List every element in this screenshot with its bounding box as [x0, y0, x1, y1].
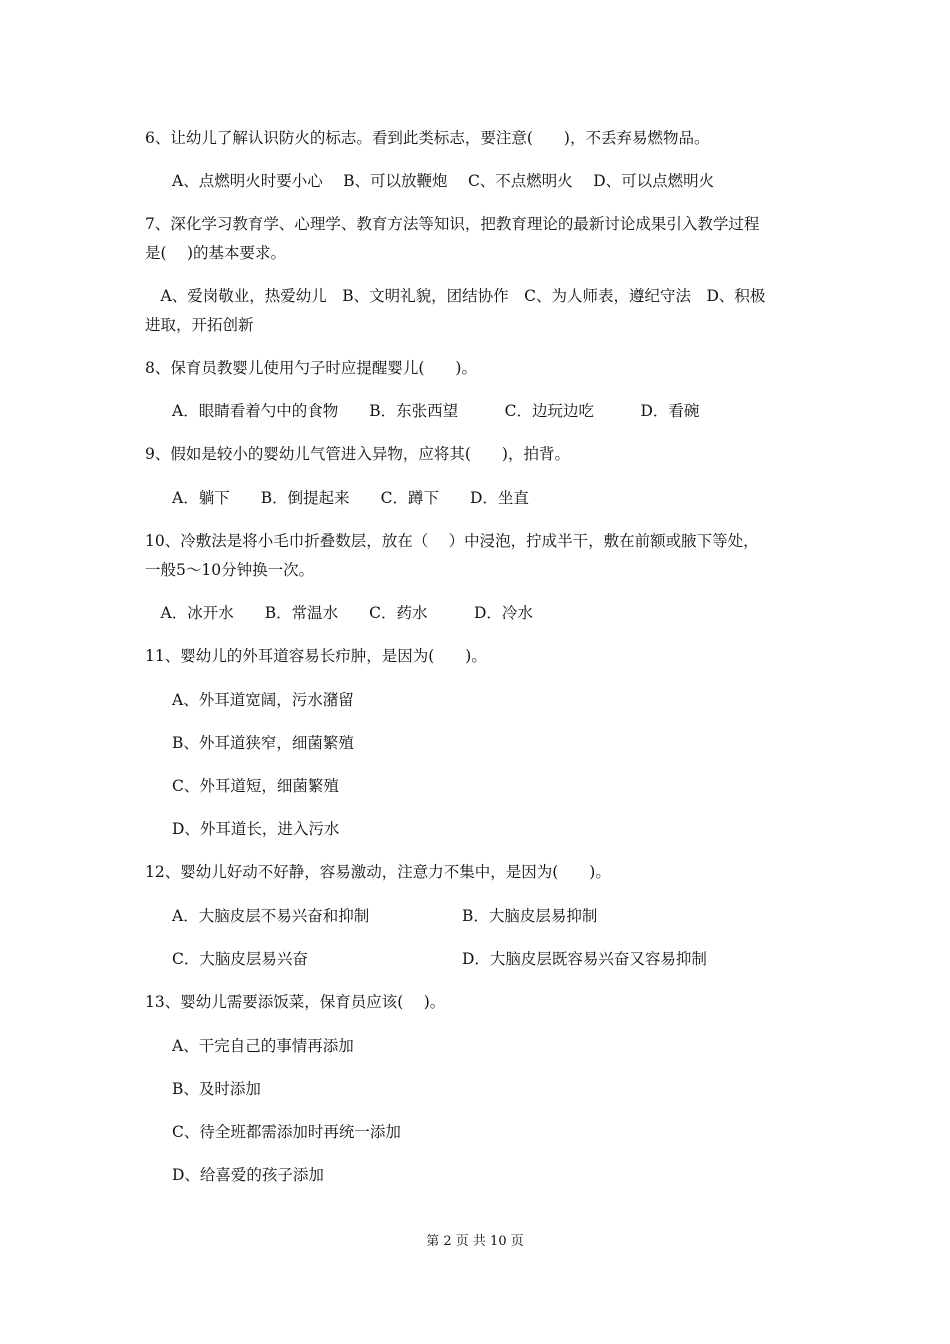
question-12-option-c: C．大脑皮层易兴奋 — [172, 950, 308, 968]
question-9-stem: 9、假如是较小的婴幼儿气管进入异物，应将其( )，拍背。 — [145, 445, 570, 463]
page-footer: 第 2 页 共 10 页 — [426, 1234, 524, 1249]
question-12-stem: 12、婴幼儿好动不好静，容易激动，注意力不集中，是因为( )。 — [145, 863, 611, 881]
question-13-option-a: A、干完自己的事情再添加 — [172, 1037, 354, 1055]
question-6-stem: 6、让幼儿了解认识防火的标志。看到此类标志，要注意( )，不丢弃易燃物品。 — [145, 129, 710, 147]
question-7-stem-line1: 7、深化学习教育学、心理学、教育方法等知识，把教育理论的最新讨论成果引入教学过程 — [145, 215, 760, 233]
question-7-options-line1: A、爱岗敬业，热爱幼儿 B、文明礼貌，团结协作 C、为人师表，遵纪守法 D、积极 — [145, 287, 766, 305]
question-13-stem: 13、婴幼儿需要添饭菜，保育员应该( )。 — [145, 993, 446, 1011]
question-11-option-d: D、外耳道长，进入污水 — [172, 820, 340, 838]
question-13-option-c: C、待全班都需添加时再统一添加 — [172, 1123, 401, 1141]
question-10-stem-line2: 一般5～10分钟换一次。 — [145, 561, 315, 579]
question-7-options-line2: 进取，开拓创新 — [145, 316, 254, 334]
question-11-option-a: A、外耳道宽阔，污水潴留 — [172, 691, 354, 709]
question-9-options: A．躺下 B．倒提起来 C．蹲下 D．坐直 — [172, 489, 529, 507]
question-12-option-d: D．大脑皮层既容易兴奋又容易抑制 — [462, 950, 707, 968]
question-10-stem-line1: 10、冷敷法是将小毛巾折叠数层，放在（ ）中浸泡，拧成半干，敷在前额或腋下等处， — [145, 532, 759, 550]
question-7-stem-line2: 是( )的基本要求。 — [145, 244, 287, 262]
question-11-stem: 11、婴幼儿的外耳道容易长疖肿，是因为( )。 — [145, 647, 487, 665]
question-8-options: A．眼睛看着勺中的食物 B．东张西望 C．边玩边吃 D．看碗 — [172, 402, 700, 420]
question-13-option-d: D、给喜爱的孩子添加 — [172, 1166, 324, 1184]
question-12-option-a: A．大脑皮层不易兴奋和抑制 — [172, 907, 370, 925]
question-10-options: A．冰开水 B．常温水 C．药水 D．冷水 — [145, 604, 533, 622]
question-11-option-c: C、外耳道短，细菌繁殖 — [172, 777, 339, 795]
question-13-option-b: B、及时添加 — [172, 1080, 261, 1098]
question-11-option-b: B、外耳道狭窄，细菌繁殖 — [172, 734, 354, 752]
question-6-options: A、点燃明火时要小心 B、可以放鞭炮 C、不点燃明火 D、可以点燃明火 — [172, 172, 715, 190]
question-12-option-b: B．大脑皮层易抑制 — [462, 907, 598, 925]
question-8-stem: 8、保育员教婴儿使用勺子时应提醒婴儿( )。 — [145, 359, 477, 377]
